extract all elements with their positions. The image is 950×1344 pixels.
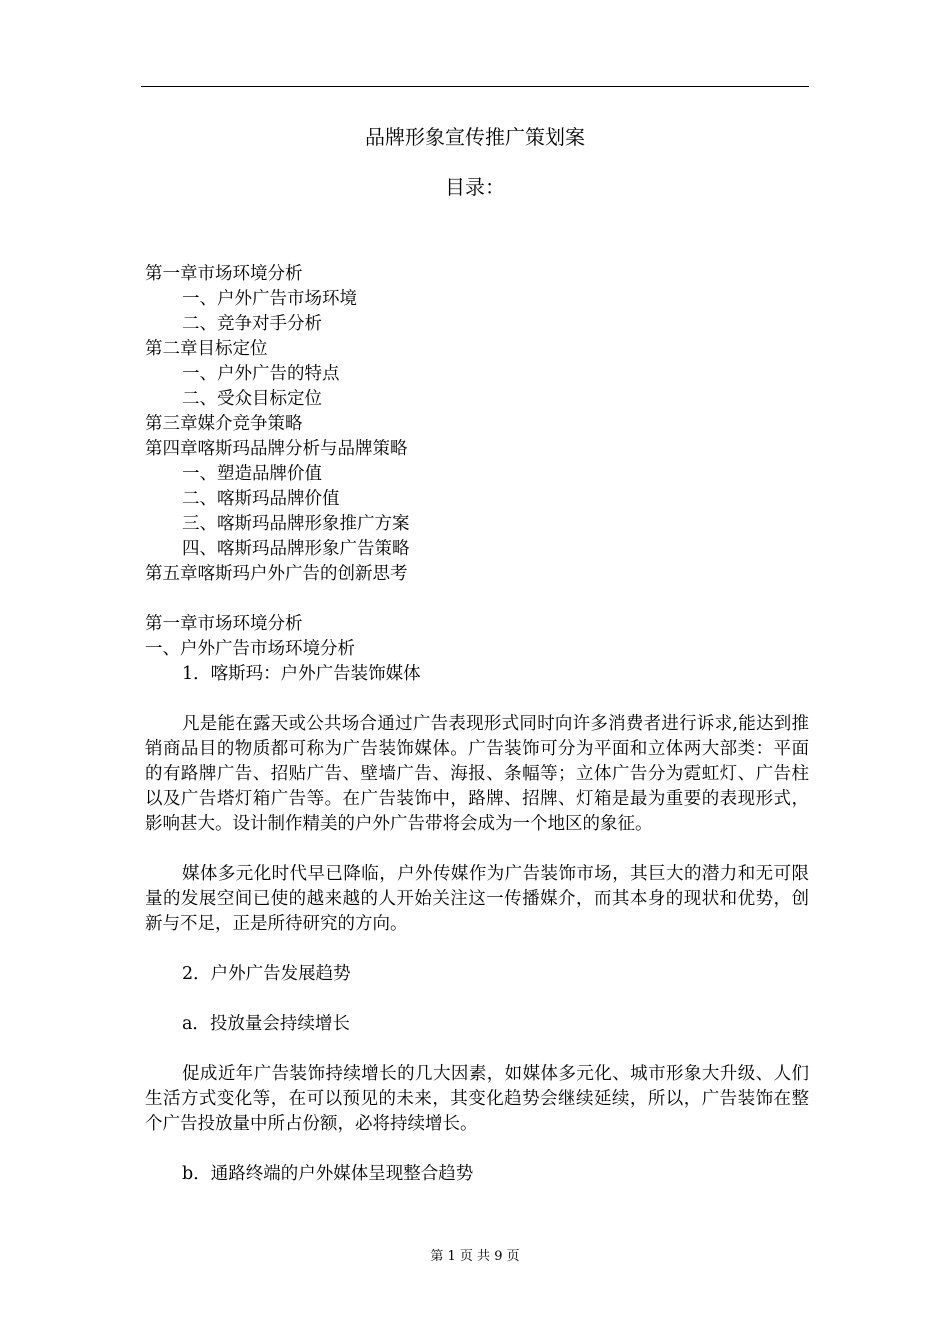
chapter-heading: 第一章市场环境分析 xyxy=(145,614,303,634)
toc-entry: 二、竞争对手分析 xyxy=(182,314,322,334)
toc-entry: 二、受众目标定位 xyxy=(182,389,322,409)
toc-entry: 二、喀斯玛品牌价值 xyxy=(182,489,340,509)
page-footer: 第 1 页 共 9 页 xyxy=(430,1249,520,1264)
body-paragraph: 促成近年广告装饰持续增长的几大因素，如媒体多元化、城市形象大升级、人们生活方式变化等，在可以预见的未来，其变化趋势会继续延续，所以，广告装饰在整个广告投放量中所占份额，必将持续增长。 xyxy=(145,1064,809,1134)
section-heading: 一、户外广告市场环境分析 xyxy=(145,639,355,659)
document-title: 品牌形象宣传推广策划案 xyxy=(365,125,585,149)
table-of-contents xyxy=(145,262,809,587)
toc-entry: 三、喀斯玛品牌形象推广方案 xyxy=(182,514,410,534)
toc-entry: 一、户外广告市场环境 xyxy=(182,289,357,309)
document-content xyxy=(145,262,809,1187)
list-item-heading: a．投放量会持续增长 xyxy=(182,1014,350,1034)
toc-entry: 第三章媒介竞争策略 xyxy=(145,414,303,434)
toc-entry: 第二章目标定位 xyxy=(145,339,268,359)
toc-entry: 一、塑造品牌价值 xyxy=(182,464,322,484)
toc-title: 目录： xyxy=(445,175,505,199)
list-item-heading: b．通路终端的户外媒体呈现整合趋势 xyxy=(182,1164,474,1184)
toc-entry: 第五章喀斯玛户外广告的创新思考 xyxy=(145,564,408,584)
toc-entry: 第一章市场环境分析 xyxy=(145,264,303,284)
body-paragraph: 凡是能在露天或公共场合通过广告表现形式同时向许多消费者进行诉求,能达到推销商品目的物质都可称为广告装饰媒体。广告装饰可分为平面和立体两大部类：平面的有路牌广告、招贴广告、壁墙广告、海报、条幅等；立体广告分为霓虹灯、广告柱以及广告塔灯箱广告等。在广告装饰中，路牌、招牌、灯箱是最为重要的表现形式，影响甚大。设计制作精美的户外广告带将会成为一个地区的象征。 xyxy=(145,714,809,834)
subsection-heading: 2．户外广告发展趋势 xyxy=(182,964,351,984)
header-rule xyxy=(141,86,809,87)
toc-entry: 四、喀斯玛品牌形象广告策略 xyxy=(182,539,410,559)
body-paragraph: 媒体多元化时代早已降临，户外传媒作为广告装饰市场，其巨大的潜力和无可限量的发展空间已使的越来越的人开始关注这一传播媒介，而其本身的现状和优势，创新与不足，正是所待研究的方向。 xyxy=(145,864,809,934)
toc-entry: 第四章喀斯玛品牌分析与品牌策略 xyxy=(145,439,408,459)
subsection-heading: 1．喀斯玛：户外广告装饰媒体 xyxy=(182,664,421,684)
toc-entry: 一、户外广告的特点 xyxy=(182,364,340,384)
